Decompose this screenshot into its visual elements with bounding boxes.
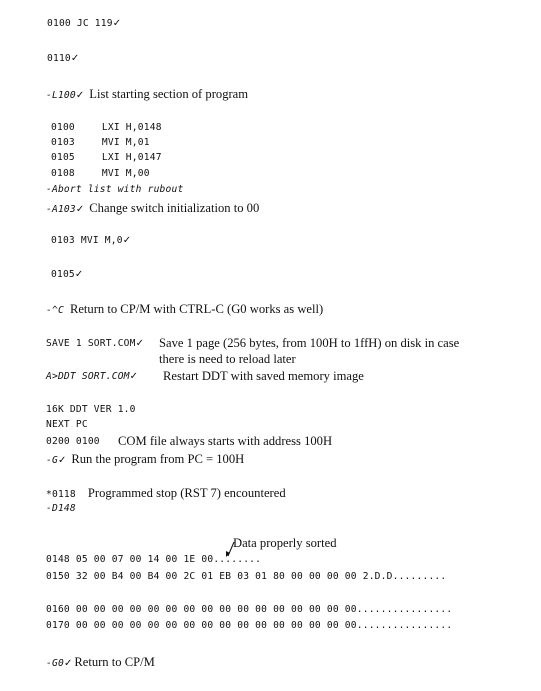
line-mvi-input: 0103 MVI M,0✓ — [51, 235, 132, 246]
listing-row: 0103 MVI M,01 — [51, 137, 150, 148]
enter-checkmark: ✓ — [74, 269, 84, 280]
line-assemble-command: -A103✓ Change switch initialization to 00 — [46, 201, 260, 215]
enter-checkmark: ✓ — [122, 235, 132, 246]
enter-checkmark: ✓ — [70, 53, 80, 64]
next-pc-header: NEXT PC — [46, 419, 88, 430]
enter-checkmark: ✓ — [75, 90, 85, 101]
dump-row: 0170 00 00 00 00 00 00 00 00 00 00 00 00 00 00 00 00................ — [46, 620, 453, 631]
enter-checkmark: ✓ — [57, 455, 67, 466]
ddt-restart-note: Restart DDT with saved memory image — [163, 369, 364, 383]
line-ctrl-c: -^C Return to CP/M with CTRL-C (G0 works as well) — [46, 302, 324, 316]
enter-checkmark: ✓ — [135, 338, 145, 349]
line-0110: 0110✓ — [47, 53, 80, 64]
dump-row: 0150 32 00 B4 00 B4 00 2C 01 EB 03 01 80 00 00 00 00 2.D.D......... — [46, 571, 447, 582]
pc-values: 0200 0100 — [46, 436, 100, 447]
dump-row: 0148 05 00 07 00 14 00 1E 00........ — [46, 554, 262, 565]
ddt-restart-command: A>DDT SORT.COM✓ — [46, 371, 139, 382]
line-go-zero: -G0✓ Return to CP/M — [46, 655, 155, 669]
line-list-command: -L100✓ List starting section of program — [46, 87, 249, 101]
line-go-command: -G✓ Run the program from PC = 100H — [46, 452, 245, 466]
enter-checkmark: ✓ — [75, 204, 85, 215]
sorted-annotation: Data properly sorted — [233, 536, 337, 550]
line-0105: 0105✓ — [51, 269, 84, 280]
abort-line: -Abort list with rubout — [46, 184, 184, 195]
line-jc-119: 0100 JC 119✓ — [47, 18, 122, 29]
save-note-continued: there is need to reload later — [159, 352, 296, 366]
save-command: SAVE 1 SORT.COM✓ — [46, 338, 145, 349]
enter-checkmark: ✓ — [129, 371, 139, 382]
listing-row: 0108 MVI M,00 — [51, 168, 150, 179]
listing-row: 0105 LXI H,0147 — [51, 152, 162, 163]
enter-checkmark: ✓ — [63, 658, 73, 669]
enter-checkmark: ✓ — [112, 18, 122, 29]
listing-row: 0100 LXI H,0148 — [51, 122, 162, 133]
save-note: Save 1 page (256 bytes, from 100H to 1ffH) on disk in case — [159, 336, 460, 350]
line-programmed-stop: *0118 Programmed stop (RST 7) encountered — [46, 486, 286, 500]
dump-row: 0160 00 00 00 00 00 00 00 00 00 00 00 00 00 00 00 00................ — [46, 604, 453, 615]
ddt-version: 16K DDT VER 1.0 — [46, 404, 136, 415]
dump-command: -D148 — [46, 503, 76, 514]
pc-note: COM file always starts with address 100H — [118, 434, 333, 448]
